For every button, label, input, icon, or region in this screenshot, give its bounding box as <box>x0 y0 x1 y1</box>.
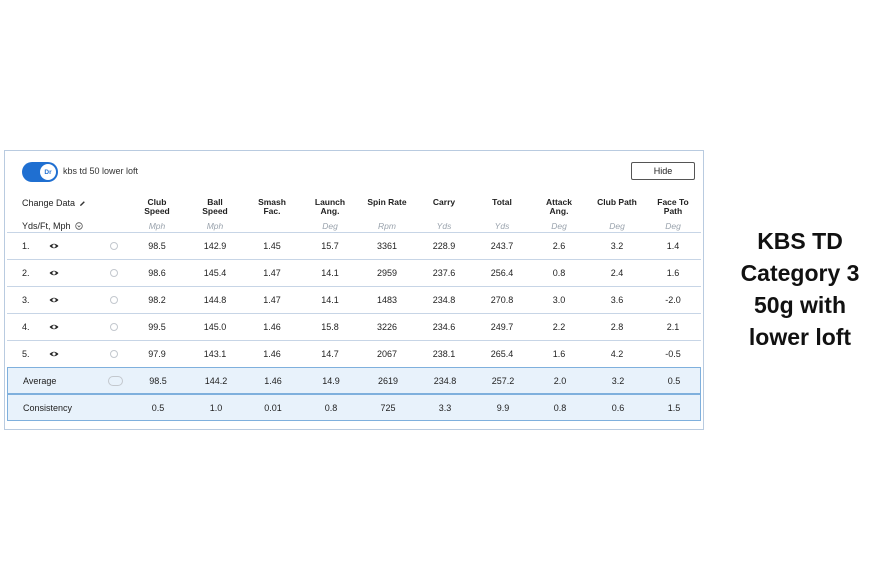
table-cell: 2.2 <box>552 322 566 332</box>
toggle-knob: Dr <box>40 164 56 180</box>
units-selector[interactable] <box>22 221 83 231</box>
eye-icon[interactable] <box>49 295 59 305</box>
caption-line: lower loft <box>748 324 852 350</box>
column-header-line: Ang. <box>320 206 340 216</box>
table-cell: 1.47 <box>263 295 281 305</box>
table-cell: 98.2 <box>148 295 166 305</box>
table-cell: 15.8 <box>321 322 339 332</box>
row-label: Average <box>23 376 57 386</box>
column-header-line: Speed <box>202 206 228 216</box>
table-cell: 234.8 <box>432 295 456 305</box>
column-header <box>127 198 187 216</box>
column-unit: Deg <box>551 221 567 231</box>
column-header <box>242 198 302 216</box>
table-cell: 1.45 <box>263 241 281 251</box>
dataset-name: kbs td 50 lower loft <box>63 166 139 176</box>
table-cell: 14.1 <box>321 268 339 278</box>
shot-index: 5. <box>22 349 30 359</box>
table-cell: 15.7 <box>321 241 339 251</box>
consistency-row <box>7 394 701 421</box>
shot-index: 4. <box>22 322 30 332</box>
table-cell: -0.5 <box>665 349 681 359</box>
table-cell: 1.4 <box>666 241 680 251</box>
table-cell: 143.1 <box>203 349 227 359</box>
column-header-line: Carry <box>432 197 456 207</box>
table-cell: 1.0 <box>209 403 223 413</box>
column-header-line: Ball <box>207 197 223 207</box>
table-cell: 2959 <box>376 268 398 278</box>
column-header <box>185 198 245 216</box>
table-cell: 2.8 <box>610 322 624 332</box>
column-unit: Mph <box>148 221 166 231</box>
table-cell: 142.9 <box>203 241 227 251</box>
change-data-link[interactable] <box>22 198 86 208</box>
panel-toolbar <box>5 151 703 191</box>
eye-icon[interactable] <box>49 349 59 359</box>
table-cell: 99.5 <box>148 322 166 332</box>
column-header-line: Fac. <box>263 206 281 216</box>
table-cell: 0.8 <box>553 403 567 413</box>
table-cell: 257.2 <box>491 376 515 386</box>
shot-index: 1. <box>22 241 30 251</box>
table-cell: 144.2 <box>204 376 228 386</box>
dataset-toggle[interactable] <box>22 162 58 182</box>
column-header-line: Face To <box>657 197 689 207</box>
caption-line: KBS TD <box>757 228 843 254</box>
table-cell: 0.8 <box>324 403 338 413</box>
column-unit: Deg <box>609 221 625 231</box>
table-cell: 3226 <box>376 322 398 332</box>
circle-icon[interactable] <box>110 296 118 304</box>
column-header <box>643 198 703 216</box>
table-cell: 1.5 <box>667 403 681 413</box>
column-unit: Rpm <box>378 221 396 231</box>
change-data-label: Change Data <box>22 198 76 208</box>
column-header-line: Ang. <box>549 206 569 216</box>
column-header <box>300 198 360 216</box>
table-cell: 725 <box>380 403 396 413</box>
table-cell: 1.47 <box>263 268 281 278</box>
table-cell: 2.6 <box>552 241 566 251</box>
eye-icon[interactable] <box>49 268 59 278</box>
table-cell: 234.8 <box>433 376 457 386</box>
table-cell: 145.0 <box>203 322 227 332</box>
circle-icon[interactable] <box>110 242 118 250</box>
table-cell: 14.7 <box>321 349 339 359</box>
table-cell: 14.1 <box>321 295 339 305</box>
table-row[interactable] <box>7 340 701 367</box>
table-cell: 97.9 <box>148 349 166 359</box>
table-row[interactable] <box>7 286 701 313</box>
table-cell: 243.7 <box>490 241 514 251</box>
table-row[interactable] <box>7 259 701 286</box>
average-row <box>7 367 701 394</box>
column-header-line: Launch <box>314 197 346 207</box>
table-row[interactable] <box>7 232 701 259</box>
chevron-circle-icon <box>75 222 83 230</box>
eye-icon[interactable] <box>49 322 59 332</box>
table-cell: 2.0 <box>553 376 567 386</box>
caption-line: Category 3 <box>740 260 860 286</box>
table-cell: 1.46 <box>263 322 281 332</box>
table-cell: -2.0 <box>665 295 681 305</box>
table-cell: 98.5 <box>148 241 166 251</box>
caption-line: 50g with <box>753 292 846 318</box>
table-cell: 145.4 <box>203 268 227 278</box>
table-cell: 3.3 <box>438 403 452 413</box>
table-cell: 0.5 <box>151 403 165 413</box>
column-header-line: Smash <box>258 197 286 207</box>
column-header-line: Path <box>663 206 683 216</box>
table-cell: 3.2 <box>610 241 624 251</box>
table-cell: 265.4 <box>490 349 514 359</box>
table-cell: 0.01 <box>264 403 282 413</box>
table-cell: 2.4 <box>610 268 624 278</box>
table-cell: 228.9 <box>432 241 456 251</box>
table-cell: 256.4 <box>490 268 514 278</box>
table-cell: 238.1 <box>432 349 456 359</box>
table-cell: 249.7 <box>490 322 514 332</box>
hide-button[interactable]: Hide <box>631 162 695 180</box>
table-cell: 2067 <box>376 349 398 359</box>
column-header-line: Club Path <box>597 197 637 207</box>
units-label: Yds/Ft, Mph <box>22 221 71 231</box>
shot-data-panel <box>4 150 704 430</box>
table-cell: 3.6 <box>610 295 624 305</box>
table-cell: 9.9 <box>496 403 510 413</box>
column-header <box>414 198 474 207</box>
table-cell: 0.6 <box>611 403 625 413</box>
table-cell: 1.6 <box>666 268 680 278</box>
column-header <box>357 198 417 207</box>
circle-icon[interactable] <box>110 269 118 277</box>
table-cell: 3.0 <box>552 295 566 305</box>
table-cell: 144.8 <box>203 295 227 305</box>
circle-icon[interactable] <box>110 323 118 331</box>
column-header-line: Club <box>147 197 167 207</box>
eye-icon[interactable] <box>49 241 59 251</box>
caption <box>730 225 870 353</box>
column-unit: Deg <box>665 221 681 231</box>
table-cell: 14.9 <box>322 376 340 386</box>
column-header-line: Spin Rate <box>367 197 407 207</box>
table-cell: 3.2 <box>611 376 625 386</box>
column-header <box>529 198 589 216</box>
table-cell: 1.46 <box>264 376 282 386</box>
column-header <box>587 198 647 207</box>
table-cell: 1.46 <box>263 349 281 359</box>
column-header-line: Total <box>492 197 512 207</box>
pill-icon[interactable] <box>108 376 123 386</box>
table-cell: 98.5 <box>149 376 167 386</box>
table-cell: 0.8 <box>552 268 566 278</box>
table-cell: 2.1 <box>666 322 680 332</box>
row-label: Consistency <box>23 403 73 413</box>
table-cell: 2619 <box>377 376 399 386</box>
circle-icon[interactable] <box>110 350 118 358</box>
column-unit: Mph <box>206 221 224 231</box>
column-unit: Deg <box>322 221 338 231</box>
column-header-line: Speed <box>144 206 170 216</box>
table-row[interactable] <box>7 313 701 340</box>
table-cell: 1483 <box>376 295 398 305</box>
column-header-line: Attack <box>546 197 572 207</box>
shot-index: 2. <box>22 268 30 278</box>
pencil-icon <box>79 200 86 207</box>
table-cell: 3361 <box>376 241 398 251</box>
table-cell: 1.6 <box>552 349 566 359</box>
table-cell: 4.2 <box>610 349 624 359</box>
column-unit: Yds <box>436 221 452 231</box>
table-cell: 0.5 <box>667 376 681 386</box>
table-cell: 270.8 <box>490 295 514 305</box>
table-cell: 234.6 <box>432 322 456 332</box>
table-cell: 237.6 <box>432 268 456 278</box>
table-cell: 98.6 <box>148 268 166 278</box>
column-header <box>472 198 532 207</box>
column-unit: Yds <box>494 221 510 231</box>
shot-index: 3. <box>22 295 30 305</box>
